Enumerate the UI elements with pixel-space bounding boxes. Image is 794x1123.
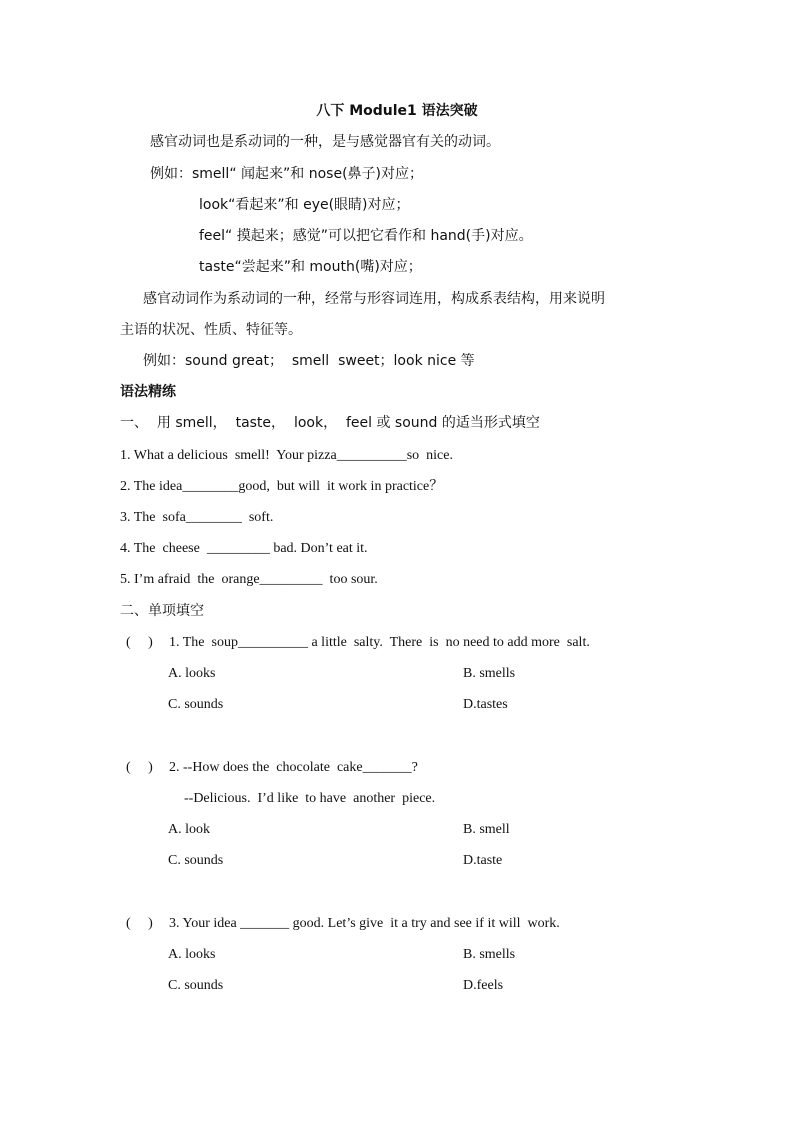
- example-line: 例如：smell“ 闻起来”和 nose(鼻子)对应；: [150, 166, 423, 182]
- option-d: D.taste: [463, 853, 503, 868]
- fill-blank-item: 4. The cheese _________ bad. Don’t eat it.: [120, 541, 368, 556]
- example-line: taste“尝起来”和 mouth(嘴)对应；: [199, 259, 422, 275]
- answer-parenthesis: ( ): [126, 916, 153, 931]
- question-stem: 2. --How does the chocolate cake_______?: [169, 760, 418, 775]
- option-d: D.feels: [463, 978, 504, 993]
- option-a: A. look: [168, 822, 210, 837]
- option-d: D.tastes: [463, 697, 508, 712]
- fill-blank-item: 5. I’m afraid the orange_________ too sour.: [120, 572, 378, 587]
- example-line: feel“ 摸起来；感觉”可以把它看作和 hand(手)对应。: [199, 228, 533, 244]
- answer-parenthesis: ( ): [126, 760, 153, 775]
- part1-heading: 一、 用 smell， taste， look， feel 或 sound 的适当形式填空: [120, 415, 540, 431]
- fill-blank-item: 3. The sofa________ soft.: [120, 510, 274, 525]
- part2-heading: 二、单项填空: [120, 603, 204, 619]
- paragraph-line: 主语的状况、性质、特征等。: [120, 322, 302, 338]
- option-b: B. smells: [463, 666, 516, 681]
- question-stem: 1. The soup__________ a little salty. There is no need to add more salt.: [169, 635, 590, 650]
- answer-parenthesis: ( ): [126, 635, 153, 650]
- option-b: B. smell: [463, 822, 510, 837]
- option-a: A. looks: [168, 666, 216, 681]
- paragraph-line: 感官动词作为系动词的一种，经常与形容词连用，构成系表结构，用来说明: [143, 291, 605, 307]
- example-line: 例如：sound great； smell sweet；look nice 等: [143, 353, 475, 369]
- section-heading: 语法精练: [120, 384, 176, 400]
- option-b: B. smells: [463, 947, 516, 962]
- option-a: A. looks: [168, 947, 216, 962]
- intro-line: 感官动词也是系动词的一种，是与感觉器官有关的动词。: [150, 134, 500, 150]
- question-stem-continued: --Delicious. I’d like to have another piece.: [184, 791, 436, 806]
- option-c: C. sounds: [168, 853, 224, 868]
- example-line: look“看起来”和 eye(眼睛)对应；: [199, 197, 410, 213]
- option-c: C. sounds: [168, 978, 224, 993]
- fill-blank-item: 1. What a delicious smell! Your pizza__________so nice.: [120, 448, 453, 463]
- page-title: 八下 Module1 语法突破: [316, 103, 478, 119]
- question-stem: 3. Your idea _______ good. Let’s give it a try and see if it will work.: [169, 916, 560, 931]
- option-c: C. sounds: [168, 697, 224, 712]
- fill-blank-item: 2. The idea________good, but will it work in practice？: [120, 479, 444, 494]
